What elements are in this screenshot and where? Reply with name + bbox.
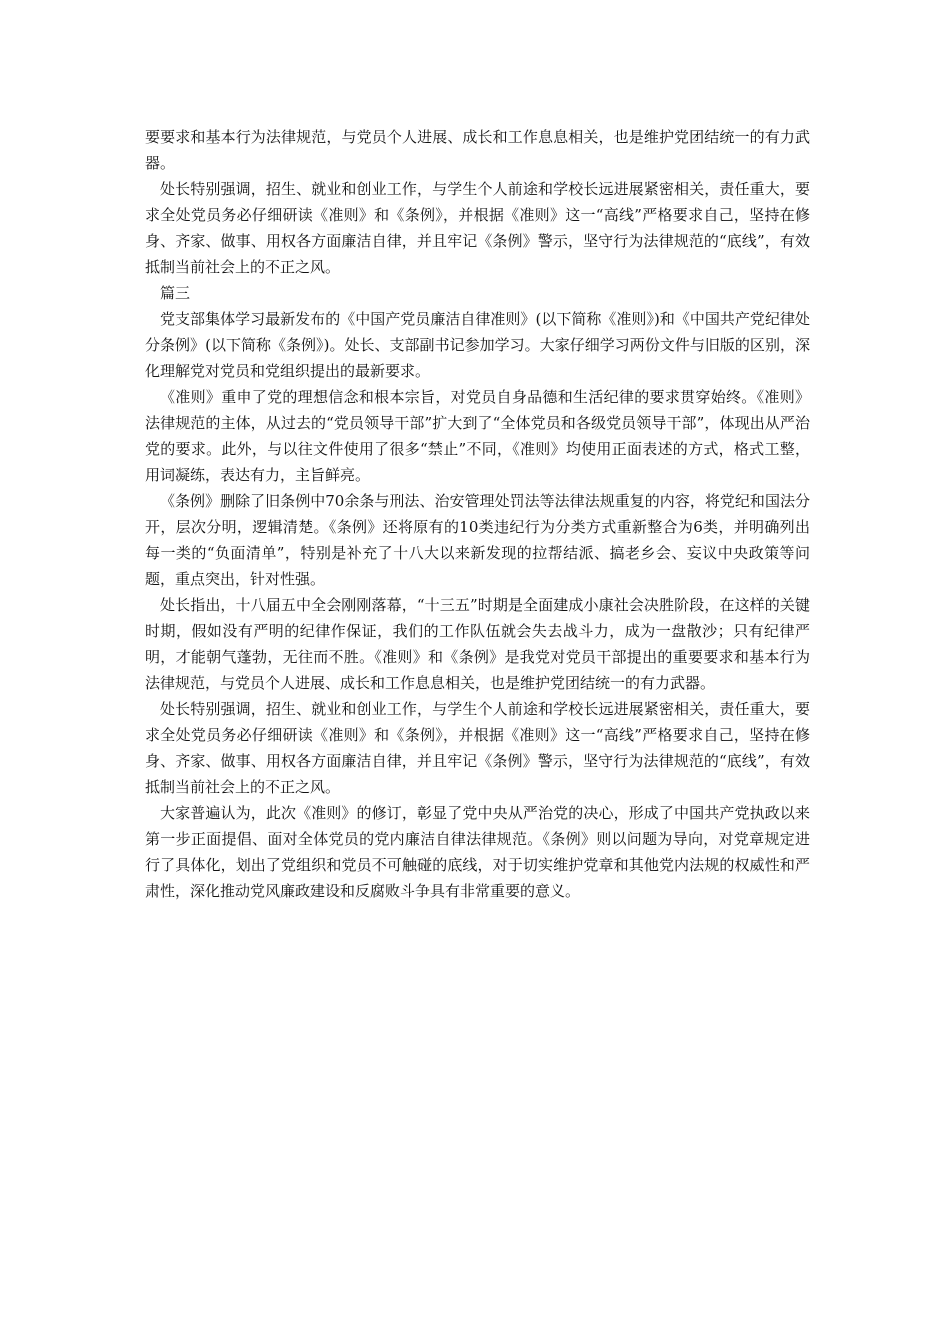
paragraph-emphasis-rules: 处长特别强调，招生、就业和创业工作，与学生个人前途和学校长远进展紧密相关，责任重大，要求全处党员务必仔细研读《准则》和《条例》，并根据《准则》这一“高线”严格要求自己，坚持在修身、齐家、做事、用权各方面廉洁自律，并且牢记《条例》警示，坚守行为法律规范的“底线”，有效抵制当前社会上的不正之风。 bbox=[145, 180, 810, 276]
paragraph-director-points: 处长指出，十八届五中全会刚刚落幕，“十三五”时期是全面建成小康社会决胜阶段，在这样的关键时期，假如没有严明的纪律作保证，我们的工作队伍就会失去战斗力，成为一盘散沙；只有纪律严明，才能朝气蓬勃，无往而不胜。《准则》和《条例》是我党对党员干部提出的重要要求和基本行为法律规范，与党员个人进展、成长和工作息息相关，也是维护党团结统一的有力武器。 bbox=[145, 596, 810, 692]
paragraph-guidelines: 《准则》重申了党的理想信念和根本宗旨，对党员自身品德和生活纪律的要求贯穿始终。《准则》法律规范的主体，从过去的“党员领导干部”扩大到了“全体党员和各级党员领导干部”，体现出从严治党的要求。此外，与以往文件使用了很多“禁止”不同，《准则》均使用正面表述的方式，格式工整，用词凝练，表达有力，主旨鲜亮。 bbox=[145, 388, 810, 484]
section-heading: 篇三 bbox=[160, 284, 191, 302]
paragraph-consensus: 大家普遍认为，此次《准则》的修订，彰显了党中央从严治党的决心，形成了中国共产党执政以来第一步正面提倡、面对全体党员的党内廉洁自律法律规范。《条例》则以问题为导向，对党章规定进行了具体化，划出了党组织和党员不可触碰的底线，对于切实维护党章和其他党内法规的权威性和严肃性，深化推动党风廉政建设和反腐败斗争具有非常重要的意义。 bbox=[145, 804, 810, 900]
document-body bbox=[145, 124, 810, 904]
paragraph-regulations: 《条例》删除了旧条例中70余条与刑法、治安管理处罚法等法律法规重复的内容，将党纪和国法分开，层次分明，逻辑清楚。《条例》还将原有的10类违纪行为分类方式重新整合为6类，并明确列出每一类的“负面清单”，特别是补充了十八大以来新发现的拉帮结派、搞老乡会、妄议中央政策等问题，重点突出，针对性强。 bbox=[145, 492, 810, 588]
paragraph-director-emphasis: 处长特别强调，招生、就业和创业工作，与学生个人前途和学校长远进展紧密相关，责任重大，要求全处党员务必仔细研读《准则》和《条例》，并根据《准则》这一“高线”严格要求自己，坚持在修身、齐家、做事、用权各方面廉洁自律，并且牢记《条例》警示，坚守行为法律规范的“底线”，有效抵制当前社会上的不正之风。 bbox=[145, 700, 810, 796]
paragraph-study-intro: 党支部集体学习最新发布的《中国产党员廉洁自律准则》(以下简称《准则》)和《中国共产党纪律处分条例》(以下简称《条例》)。处长、支部副书记参加学习。大家仔细学习两份文件与旧版的区别，深化理解党对党员和党组织提出的最新要求。 bbox=[145, 310, 810, 380]
paragraph-continuation: 要要求和基本行为法律规范，与党员个人进展、成长和工作息息相关，也是维护党团结统一的有力武器。 bbox=[145, 128, 810, 172]
